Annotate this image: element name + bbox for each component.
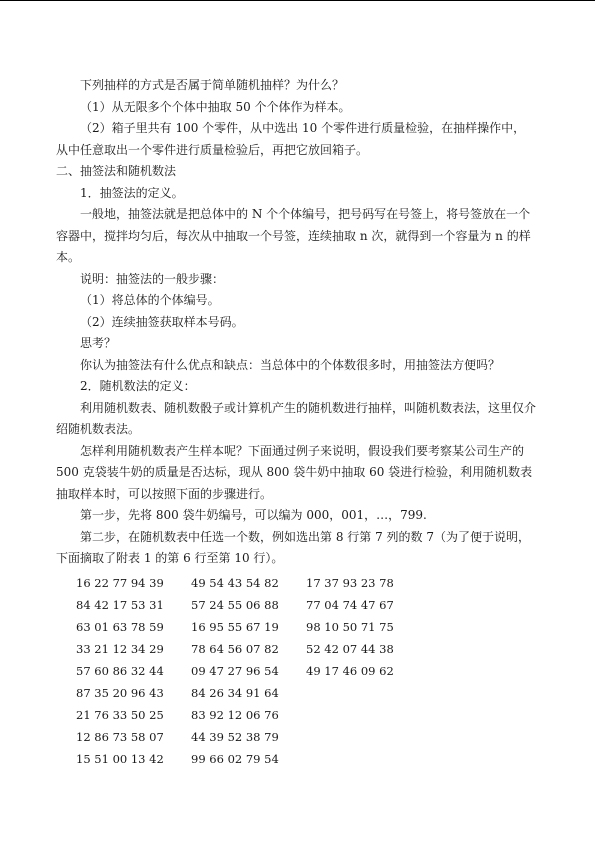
table-cell: 21 76 33 50 25 <box>76 707 164 722</box>
paragraph-think-q: 你认为抽签法有什么优点和缺点：当总体中的个体数很多时，用抽签法方便吗？ <box>80 357 501 372</box>
table-row <box>56 726 536 748</box>
table-cell: 57 24 55 06 88 <box>191 597 279 612</box>
document-body <box>56 75 536 770</box>
paragraph-def-1-title: 1．抽签法的定义。 <box>80 185 184 200</box>
table-row <box>56 616 536 638</box>
paragraph-def-1-body: 一般地，抽签法就是把总体中的 N 个个体编号，把号码写在号签上，将号签放在一个容器中，搅拌均匀后，每次从中抽取一个号签，连续抽取 n 次，就得到一个容量为 n 的样本。 <box>56 207 531 264</box>
table-cell: 33 21 12 34 29 <box>76 641 164 656</box>
table-cell: 84 42 17 53 31 <box>76 597 164 612</box>
paragraph-q-intro: 下列抽样的方式是否属于简单随机抽样？为什么？ <box>80 78 345 92</box>
page-top-rule <box>0 0 595 1</box>
random-number-table <box>56 572 536 770</box>
table-cell <box>306 726 421 748</box>
table-cell: 49 17 46 09 62 <box>306 663 394 678</box>
table-cell: 09 47 27 96 54 <box>191 663 279 678</box>
paragraph-q1: （1）从无限多个个体中抽取 50 个个体作为样本。 <box>80 99 351 114</box>
table-cell: 16 95 55 67 19 <box>191 619 279 634</box>
table-cell <box>306 704 421 726</box>
paragraph-steps-intro: 说明：抽签法的一般步骤： <box>80 271 225 286</box>
table-cell: 16 22 77 94 39 <box>76 575 164 590</box>
table-row <box>56 704 536 726</box>
paragraph-def-2-body: 利用随机数表、随机数骰子或计算机产生的随机数进行抽样，叫随机数表法，这里仅介绍随机数表法。 <box>56 400 537 436</box>
paragraph-example-intro: 怎样利用随机数表产生样本呢？下面通过例子来说明，假设我们要考察某公司生产的 500 克袋装牛奶的质量是否达标，现从 800 袋牛奶中抽取 60 袋进行检验，利用随机数表抽取样本时，可以按照下面的步骤进行。 <box>56 443 533 501</box>
paragraph-def-2-title: 2．随机数法的定义： <box>80 379 196 393</box>
table-cell: 12 86 73 58 07 <box>76 729 164 744</box>
paragraph-q2: （2）箱子里共有 100 个零件，从中选出 10 个零件进行质量检验，在抽样操作中，从中任意取出一个零件进行质量检验后，再把它放回箱子。 <box>56 121 526 157</box>
paragraph-list <box>56 75 536 570</box>
paragraph-think: 思考？ <box>80 336 117 350</box>
paragraph-step-a: 第一步，先将 800 袋牛奶编号，可以编为 000，001，…，799. <box>80 508 427 522</box>
table-cell: 15 51 00 13 42 <box>76 751 164 766</box>
table-cell: 99 66 02 79 54 <box>191 751 279 766</box>
table-cell: 98 10 50 71 75 <box>306 619 394 634</box>
table-cell: 78 64 56 07 82 <box>191 641 279 656</box>
table-cell: 63 01 63 78 59 <box>76 619 164 634</box>
table-row <box>56 660 536 682</box>
table-row <box>56 594 536 616</box>
paragraph-step-b: 第二步，在随机数表中任选一个数，例如选出第 8 行第 7 列的数 7（为了便于说明，下面摘取了附表 1 的第 6 行至第 10 行）。 <box>56 529 530 565</box>
table-cell: 57 60 86 32 44 <box>76 663 164 678</box>
table-row <box>56 682 536 704</box>
paragraph-step-2: （2）连续抽签获取样本号码。 <box>80 314 244 329</box>
table-cell: 52 42 07 44 38 <box>306 641 394 656</box>
paragraph-section-2: 二、抽签法和随机数法 <box>56 164 177 178</box>
paragraph-step-1: （1）将总体的个体编号。 <box>80 293 220 307</box>
table-cell <box>306 682 421 704</box>
table-cell: 44 39 52 38 79 <box>191 729 279 744</box>
table-cell: 49 54 43 54 82 <box>191 575 279 590</box>
table-row <box>56 638 536 660</box>
table-cell: 87 35 20 96 43 <box>76 685 164 700</box>
table-cell: 77 04 74 47 67 <box>306 597 394 612</box>
table-cell: 83 92 12 06 76 <box>191 707 279 722</box>
table-cell <box>306 748 421 770</box>
table-row <box>56 748 536 770</box>
table-row <box>56 572 536 594</box>
table-cell: 17 37 93 23 78 <box>306 575 394 590</box>
table-cell: 84 26 34 91 64 <box>191 685 279 700</box>
